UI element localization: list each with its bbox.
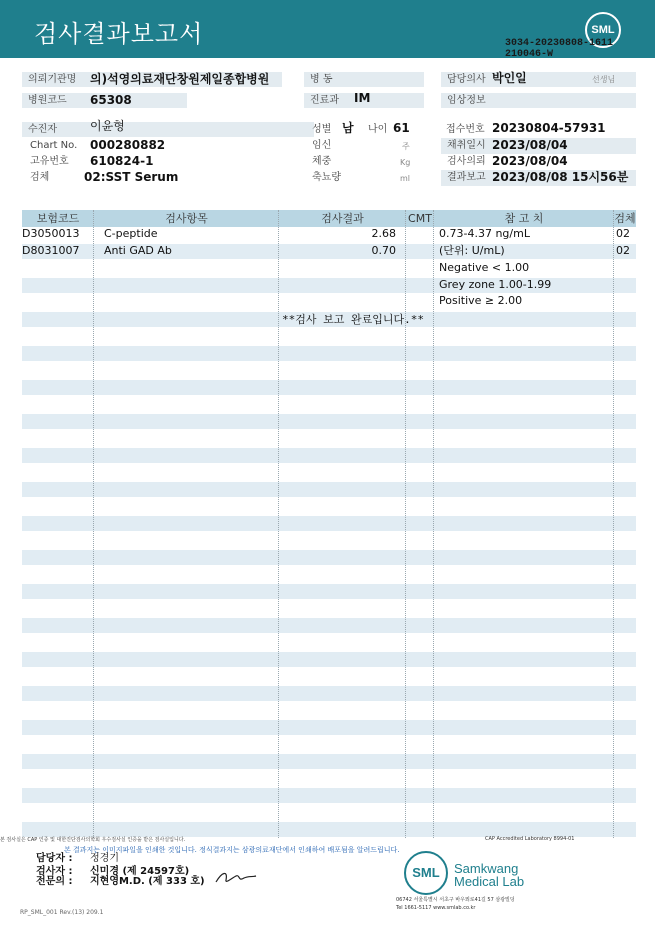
receipt-value: 20230804-57931 — [492, 121, 606, 135]
company-name: Samkwang Medical Lab — [454, 861, 525, 889]
request-label: 검사의뢰 — [441, 154, 636, 170]
row2-specimen: 02 — [616, 244, 630, 257]
specialist-value: 지현영M.D. (제 333 호) — [90, 876, 205, 887]
request-value: 2023/08/04 — [492, 154, 568, 168]
weight-label: 체중 — [312, 156, 332, 167]
sex-label: 성별 — [312, 124, 332, 135]
col-test-item: 검사항목 — [165, 212, 208, 225]
row2-result: 0.70 — [371, 244, 396, 257]
row1-result: 2.68 — [371, 227, 396, 240]
table-row-stripe — [22, 652, 636, 667]
weight-unit: Kg — [400, 158, 411, 167]
dept-label: 진료과 — [304, 93, 424, 108]
table-row-stripe — [22, 550, 636, 565]
certification-text: 본 검사실은 CAP 인증 및 대한진단검사의학회 우수검사실 인증을 받은 검사실입니다. — [0, 837, 186, 843]
examiner-label: 검사자 : — [36, 866, 73, 877]
reference-negative: Negative < 1.00 — [439, 261, 530, 274]
specimen-label: 검체 — [30, 172, 50, 183]
row1-code: D3050013 — [22, 227, 80, 240]
sml-company-logo-icon: SML — [404, 851, 448, 895]
completion-note: **검사 보고 완료입니다.** — [282, 313, 424, 326]
col-reference: 참 고 치 — [504, 212, 544, 225]
sex-value: 남 — [342, 121, 354, 135]
reference-grey-zone: Grey zone 1.00-1.99 — [439, 278, 552, 291]
specimen-value: 02:SST Serum — [84, 170, 179, 184]
doctor-label: 담당의사 — [441, 72, 636, 87]
name-value: 이윤형 — [90, 119, 125, 133]
institution-label: 의뢰기관명 — [22, 72, 86, 87]
table-row-stripe — [22, 414, 636, 429]
col-cmt: CMT — [408, 212, 432, 225]
table-row-stripe — [22, 822, 636, 837]
col-divider — [405, 210, 406, 838]
reference-positive: Positive ≥ 2.00 — [439, 294, 523, 307]
institution-value: 의)석영의료재단창원제일종합병원 — [90, 72, 270, 86]
examiner-value: 신미경 (제 24597호) — [90, 866, 190, 877]
pregnancy-label: 임신 — [312, 140, 332, 151]
urine-label: 축뇨량 — [312, 172, 341, 183]
handler-label: 담당자 : — [36, 853, 73, 864]
col-divider — [433, 210, 434, 838]
table-row-stripe — [22, 618, 636, 633]
col-insurance-code: 보험코드 — [36, 212, 80, 225]
doctor-value: 박인일 — [492, 71, 527, 85]
col-divider — [613, 210, 614, 838]
table-row-stripe — [22, 584, 636, 599]
collect-value: 2023/08/04 — [492, 138, 568, 152]
table-row-stripe — [22, 482, 636, 497]
image-notice: 본 결과지는 이미지파일을 인쇄한 것입니다. 정식결과지는 삼광의료재단에서 인쇄하여 배포됨을 알려드립니다. — [64, 846, 400, 854]
id-label: 고유번호 — [30, 156, 69, 167]
specialist-label: 전문의 : — [36, 876, 73, 887]
id-value: 610824-1 — [90, 154, 154, 168]
report-value: 2023/08/08 15시56분 — [492, 170, 629, 184]
table-row-stripe — [22, 754, 636, 769]
table-row-stripe — [22, 686, 636, 701]
hospital-code-value: 65308 — [90, 93, 132, 107]
chart-value: 000280882 — [90, 138, 166, 152]
table-row-stripe — [22, 448, 636, 463]
name-label: 수진자 — [22, 122, 314, 137]
collect-label: 채취일시 — [441, 138, 636, 154]
row2-code: D8031007 — [22, 244, 80, 257]
company-address: 06742 서울특별시 서초구 바우뫼로41길 57 삼광빌딩 — [396, 897, 515, 903]
row2-reference: (단위: U/mL) — [439, 244, 505, 257]
age-value: 61 — [393, 121, 410, 135]
chart-label: Chart No. — [30, 140, 78, 151]
company-tel: Tel 1661-5117 www.smlab.co.kr — [396, 905, 476, 911]
revision-code: RP_SML_001 Rev.(13) 209.1 — [20, 909, 104, 916]
report-code: 3034-20230808-1611 210046-W — [505, 38, 614, 60]
signature-icon — [214, 868, 258, 886]
row1-specimen: 02 — [616, 227, 630, 240]
table-row-stripe — [22, 346, 636, 361]
sml-logo-icon: SML — [585, 12, 621, 48]
table-row-stripe — [22, 516, 636, 531]
urine-unit: ml — [400, 174, 411, 183]
results-table — [22, 210, 636, 840]
col-specimen: 검체 — [614, 212, 636, 225]
table-row-stripe — [22, 788, 636, 803]
col-divider — [93, 210, 94, 838]
handler-value: 정경기 — [90, 853, 119, 864]
col-divider — [278, 210, 279, 838]
report-title: 검사결과보고서 — [34, 20, 204, 48]
col-result: 검사결과 — [321, 212, 364, 225]
row2-item: Anti GAD Ab — [104, 244, 172, 257]
hospital-code-label: 병원코드 — [22, 93, 187, 108]
clinical-label: 임상정보 — [441, 93, 636, 108]
table-row-stripe — [22, 380, 636, 395]
dept-value: IM — [354, 91, 371, 105]
age-label: 나이 — [368, 124, 388, 135]
pregnancy-unit: 주 — [402, 142, 410, 151]
ward-label: 병 동 — [304, 72, 424, 87]
report-label: 결과보고 — [441, 170, 636, 186]
row1-item: C-peptide — [104, 227, 158, 240]
table-header — [22, 210, 636, 227]
cap-accreditation: CAP Accredited Laboratory 8994-01 — [485, 836, 575, 842]
receipt-label: 접수번호 — [446, 124, 485, 135]
row1-reference: 0.73-4.37 ng/mL — [439, 227, 530, 240]
doctor-suffix: 선생님 — [592, 75, 616, 84]
table-row-stripe — [22, 720, 636, 735]
